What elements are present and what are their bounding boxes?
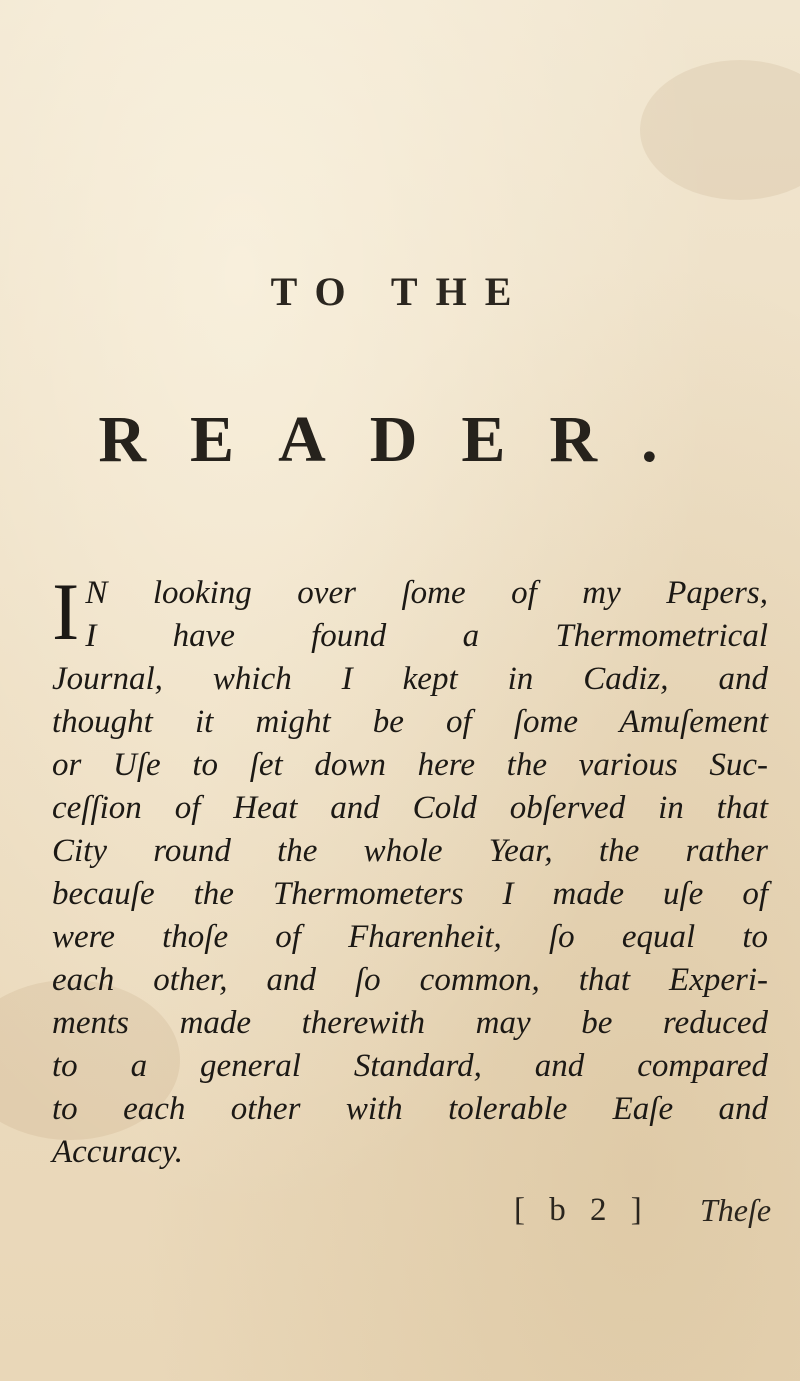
text-line: Journal, which I kept in Cadiz, and <box>52 661 768 697</box>
signature-mark: [ b 2 ] <box>514 1192 650 1228</box>
paper-stain <box>640 60 800 200</box>
text-line: becauſe the Thermometers I made uſe of <box>52 876 768 912</box>
text-line: ceſſion of Heat and Cold obſerved in that <box>52 790 768 826</box>
text-line: each other, and ſo common, that Experi- <box>52 962 768 998</box>
text-line: to each other with tolerable Eaſe and <box>52 1091 768 1127</box>
text-line: or Uſe to ſet down here the various Suc- <box>52 747 768 783</box>
heading-to-the: TO THE <box>270 269 530 314</box>
text-line: City round the whole Year, the rather <box>52 833 768 869</box>
heading-reader: READER. <box>98 403 702 476</box>
catchword: Theſe <box>700 1192 772 1228</box>
dropcap: I <box>52 566 80 657</box>
text-line: Accuracy. <box>52 1134 184 1170</box>
text-line: ments made therewith may be reduced <box>52 1005 768 1041</box>
text-line: thought it might be of ſome Amuſement <box>52 704 768 740</box>
text-line: N looking over ſome of my Papers, <box>85 575 768 611</box>
text-line: I have found a Thermometrical <box>85 618 768 654</box>
text-line: to a general Standard, and compared <box>52 1048 768 1084</box>
body-paragraph <box>52 566 768 1174</box>
text-line: were thoſe of Fharenheit, ſo equal to <box>52 919 768 955</box>
